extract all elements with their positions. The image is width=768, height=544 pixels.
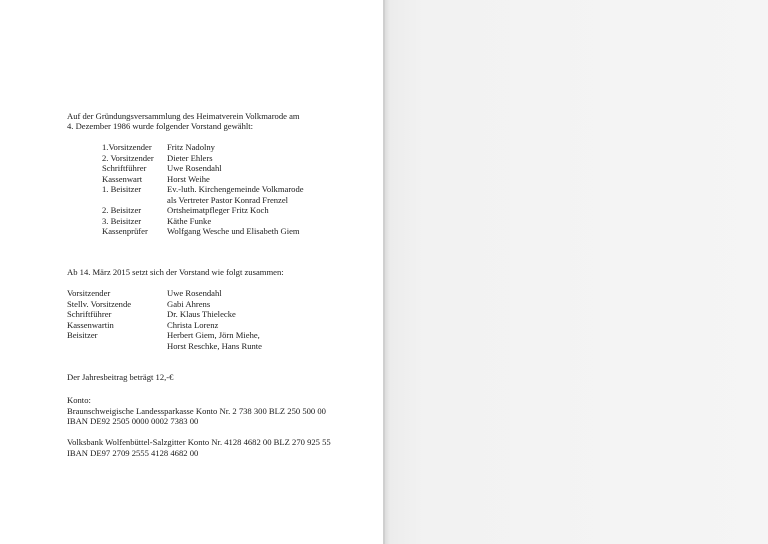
role-label: Vorsitzender (67, 288, 111, 298)
member-name: Ev.-luth. Kirchengemeinde Volkmarode (167, 184, 304, 194)
member-name: Fritz Nadolny (167, 142, 215, 152)
bank1-account: Braunschweigische Landessparkasse Konto Nr. 2 738 300 BLZ 250 500 00 (67, 405, 326, 416)
member-name: Horst Weihe (167, 173, 210, 184)
member-name: Dr. Klaus Thielecke (167, 309, 236, 319)
accounts-heading: Konto: (67, 395, 91, 405)
role-label: Kassenprüfer (102, 226, 148, 236)
role-label: 1.Vorsitzender (102, 142, 152, 152)
intro-line-1: Auf der Gründungsversammlung des Heimatverein Volkmarode am (67, 111, 300, 121)
role-label: Beisitzer (67, 330, 98, 340)
role-label: 2. Beisitzer (102, 205, 142, 215)
member-name: Käthe Funke (167, 215, 212, 226)
role-label: Stellv. Vorsitzende (67, 298, 132, 309)
role-label: Kassenwartin (67, 319, 114, 330)
bank2-iban: IBAN DE97 2709 2555 4128 4682 00 (67, 447, 199, 458)
member-name: Gabi Ahrens (167, 298, 211, 309)
role-label: 1. Beisitzer (102, 184, 142, 194)
member-name: als Vertreter Pastor Konrad Frenzel (167, 194, 289, 205)
member-name: Horst Reschke, Hans Runte (167, 340, 262, 351)
member-name: Wolfgang Wesche und Elisabeth Giem (167, 226, 300, 236)
annual-fee: Der Jahresbeitrag beträgt 12,-€ (67, 372, 174, 382)
role-label: 3. Beisitzer (102, 215, 142, 226)
page-fold (383, 0, 385, 544)
role-label: Kassenwart (102, 173, 143, 184)
bank1-iban: IBAN DE92 2505 0000 0002 7383 00 (67, 416, 199, 426)
member-name: Christa Lorenz (167, 319, 219, 330)
intro-line-2: 4. Dezember 1986 wurde folgender Vorstand gewählt: (67, 121, 254, 131)
right-page (384, 0, 768, 544)
role-label: 2. Vorsitzender (102, 152, 154, 163)
member-name: Herbert Giem, Jörn Miehe, (167, 330, 260, 340)
bank2-account: Volksbank Wolfenbüttel-Salzgitter Konto Nr. 4128 4682 00 BLZ 270 925 55 (67, 437, 331, 447)
member-name: Dieter Ehlers (167, 152, 213, 163)
role-label: Schriftführer (102, 163, 147, 173)
board-2015-intro: Ab 14. März 2015 setzt sich der Vorstand wie folgt zusammen: (67, 267, 284, 277)
role-label: Schriftführer (67, 309, 112, 319)
member-name: Uwe Rosendahl (167, 288, 222, 298)
member-name: Ortsheimatpfleger Fritz Koch (167, 205, 269, 215)
member-name: Uwe Rosendahl (167, 163, 222, 173)
